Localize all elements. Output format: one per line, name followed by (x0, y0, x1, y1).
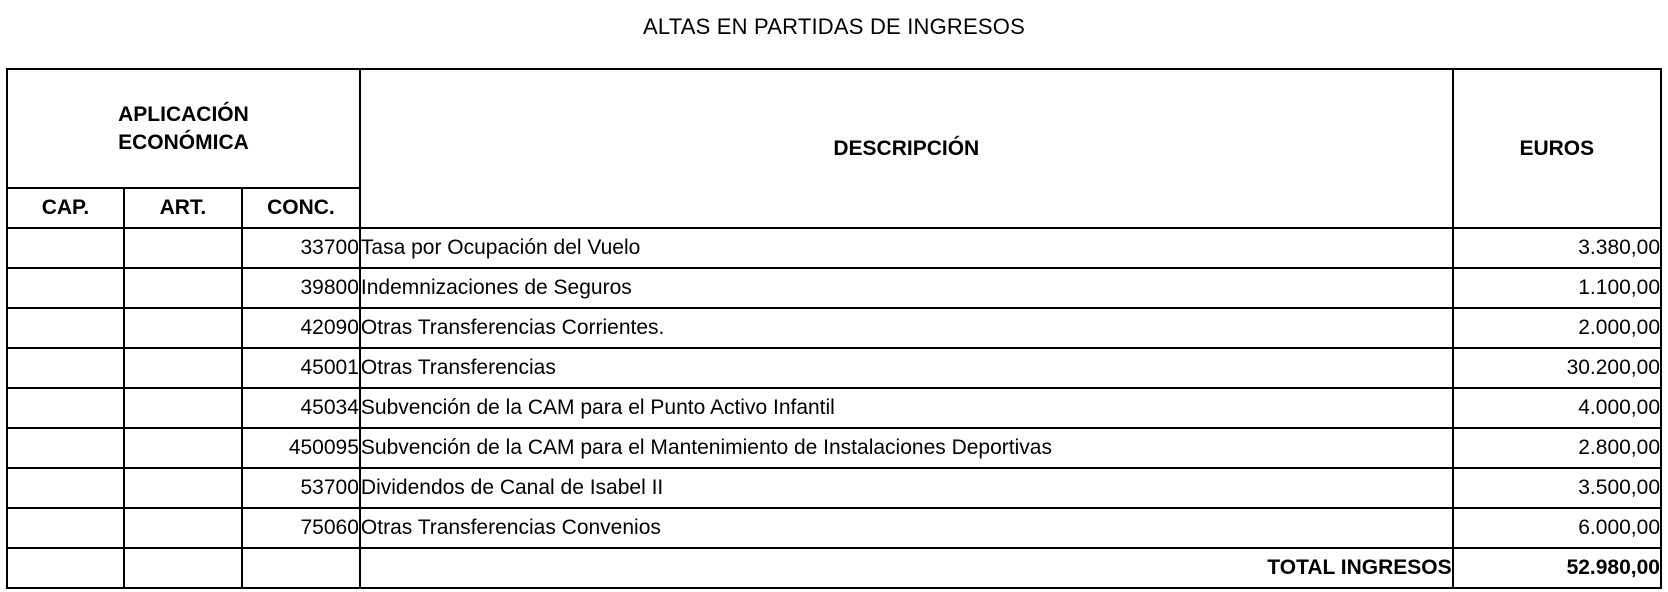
cell-descripcion: Indemnizaciones de Seguros (360, 268, 1453, 308)
header-cap: CAP. (7, 188, 124, 228)
cell-euros: 1.100,00 (1453, 268, 1661, 308)
cell-art (124, 468, 242, 508)
cell-art (124, 508, 242, 548)
cell-euros: 2.000,00 (1453, 308, 1661, 348)
cell-art (124, 348, 242, 388)
cell-descripcion: Subvención de la CAM para el Punto Activo Infantil (360, 388, 1453, 428)
total-value: 52.980,00 (1453, 548, 1661, 588)
table-row (7, 508, 1661, 548)
cell-descripcion: Tasa por Ocupación del Vuelo (360, 228, 1453, 268)
cell-art (124, 308, 242, 348)
cell-art (124, 268, 242, 308)
document-title: ALTAS EN PARTIDAS DE INGRESOS (643, 14, 1025, 39)
header-aplicacion-economica (7, 69, 360, 188)
cell-art (124, 388, 242, 428)
cell-descripcion: Subvención de la CAM para el Mantenimiento de Instalaciones Deportivas (360, 428, 1453, 468)
cell-cap (7, 308, 124, 348)
total-row (7, 548, 1661, 588)
cell-conc: 450095 (242, 428, 360, 468)
cell-euros: 3.500,00 (1453, 468, 1661, 508)
cell-conc: 45001 (242, 348, 360, 388)
cell-conc: 33700 (242, 228, 360, 268)
table-row (7, 428, 1661, 468)
cell-descripcion: Otras Transferencias (360, 348, 1453, 388)
cell-euros: 4.000,00 (1453, 388, 1661, 428)
cell-descripcion: Dividendos de Canal de Isabel II (360, 468, 1453, 508)
table-row (7, 348, 1661, 388)
total-cell-conc-empty (242, 548, 360, 588)
cell-cap (7, 428, 124, 468)
cell-art (124, 428, 242, 468)
cell-cap (7, 388, 124, 428)
cell-art (124, 228, 242, 268)
cell-cap (7, 508, 124, 548)
total-cell-cap-empty (7, 548, 124, 588)
header-aplicacion-line1: APLICACIÓN (118, 102, 249, 126)
cell-euros: 6.000,00 (1453, 508, 1661, 548)
cell-conc: 75060 (242, 508, 360, 548)
table-row (7, 268, 1661, 308)
cell-conc: 39800 (242, 268, 360, 308)
header-descripcion: DESCRIPCIÓN (360, 69, 1453, 228)
cell-euros: 3.380,00 (1453, 228, 1661, 268)
table-row (7, 468, 1661, 508)
cell-conc: 45034 (242, 388, 360, 428)
cell-euros: 30.200,00 (1453, 348, 1661, 388)
header-art: ART. (124, 188, 242, 228)
table-row (7, 228, 1661, 268)
cell-cap (7, 228, 124, 268)
cell-descripcion: Otras Transferencias Convenios (360, 508, 1453, 548)
income-budget-table (6, 68, 1662, 589)
total-label: TOTAL INGRESOS (360, 548, 1453, 588)
header-aplicacion-line2: ECONÓMICA (118, 130, 249, 154)
table-row (7, 308, 1661, 348)
header-row-main (7, 69, 1661, 188)
header-conc: CONC. (242, 188, 360, 228)
cell-cap (7, 348, 124, 388)
table-row (7, 388, 1661, 428)
cell-cap (7, 268, 124, 308)
cell-conc: 42090 (242, 308, 360, 348)
cell-descripcion: Otras Transferencias Corrientes. (360, 308, 1453, 348)
header-euros: EUROS (1453, 69, 1661, 228)
cell-cap (7, 468, 124, 508)
cell-conc: 53700 (242, 468, 360, 508)
total-cell-art-empty (124, 548, 242, 588)
cell-euros: 2.800,00 (1453, 428, 1661, 468)
